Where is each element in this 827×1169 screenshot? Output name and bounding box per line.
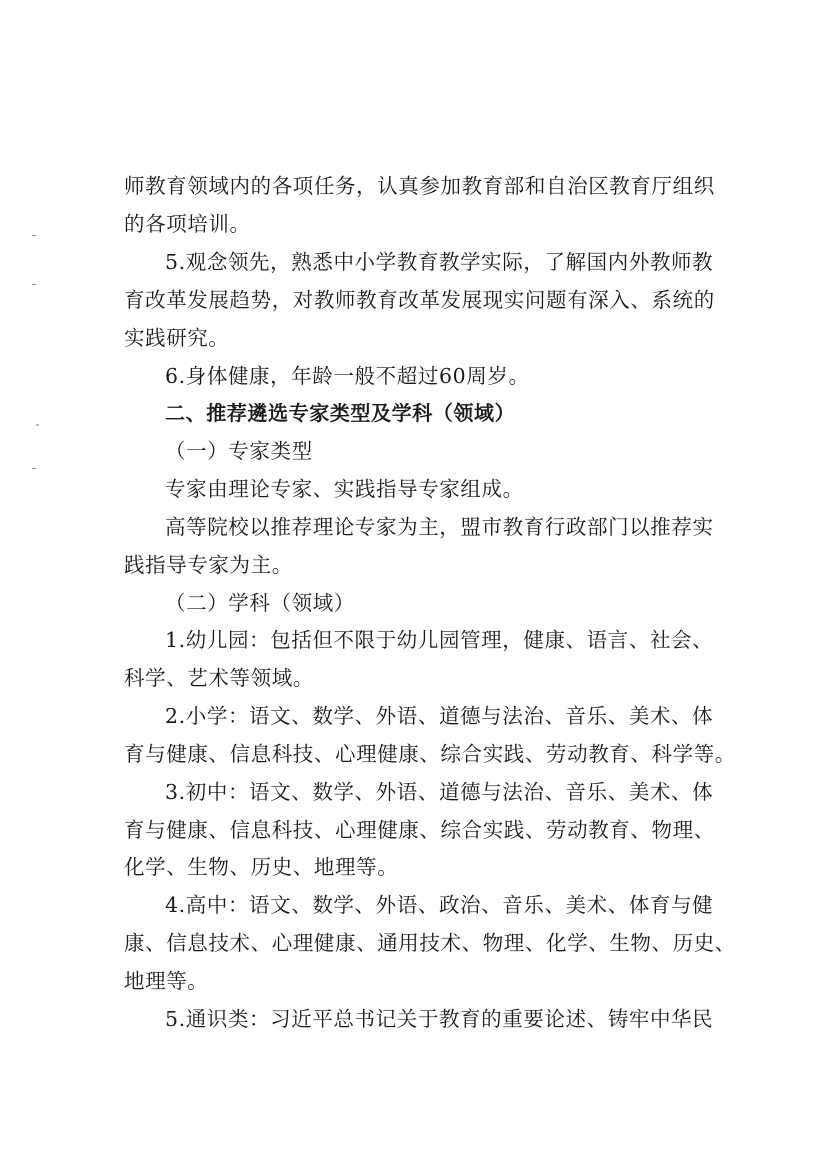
section-heading: 二、推荐遴选专家类型及学科（领域） (165, 401, 516, 425)
subsection-heading: （一）专家类型 (165, 439, 313, 463)
paragraph-line: 科学、艺术等领域。 (124, 666, 314, 690)
paragraph-line: 育改革发展趋势，对教师教育改革发展现实问题有深入、系统的 (124, 288, 715, 312)
paragraph-line: 化学、生物、历史、地理等。 (124, 855, 399, 879)
paragraph-line: 育与健康、信息科技、心理健康、综合实践、劳动教育、物理、 (124, 818, 715, 842)
paragraph-line: 践指导专家为主。 (124, 553, 293, 577)
paragraph-line: 的各项培训。 (124, 212, 251, 236)
paragraph-line: 地理等。 (124, 969, 209, 993)
paragraph-line: 3.初中：语文、数学、外语、道德与法治、音乐、美术、体 (165, 780, 714, 804)
paragraph-line: 4.高中：语文、数学、外语、政治、音乐、美术、体育与健 (165, 893, 714, 917)
margin-mark (32, 468, 36, 469)
margin-mark (32, 284, 36, 285)
paragraph-line: 高等院校以推荐理论专家为主，盟市教育行政部门以推荐实 (165, 515, 714, 539)
paragraph-line: 师教育领域内的各项任务，认真参加教育部和自治区教育厅组织 (124, 174, 715, 198)
paragraph-line: 实践研究。 (124, 326, 230, 350)
paragraph-line: 1.幼儿园：包括但不限于幼儿园管理，健康、语言、社会、 (165, 628, 714, 652)
margin-mark (32, 235, 36, 236)
paragraph-line: 育与健康、信息科技、心理健康、综合实践、劳动教育、科学等。 (124, 742, 736, 766)
paragraph-line: 康、信息技术、心理健康、通用技术、物理、化学、生物、历史、 (124, 931, 736, 955)
paragraph-line: 2.小学：语文、数学、外语、道德与法治、音乐、美术、体 (165, 704, 714, 728)
paragraph-line: 专家由理论专家、实践指导专家组成。 (165, 477, 524, 501)
margin-mark (36, 424, 39, 426)
subsection-heading: （二）学科（领域） (165, 591, 355, 615)
paragraph-line: 6.身体健康，年龄一般不超过60周岁。 (165, 364, 530, 388)
paragraph-line: 5.通识类：习近平总书记关于教育的重要论述、铸牢中华民 (165, 1007, 714, 1031)
paragraph-line: 5.观念领先，熟悉中小学教育教学实际，了解国内外教师教 (165, 250, 714, 274)
